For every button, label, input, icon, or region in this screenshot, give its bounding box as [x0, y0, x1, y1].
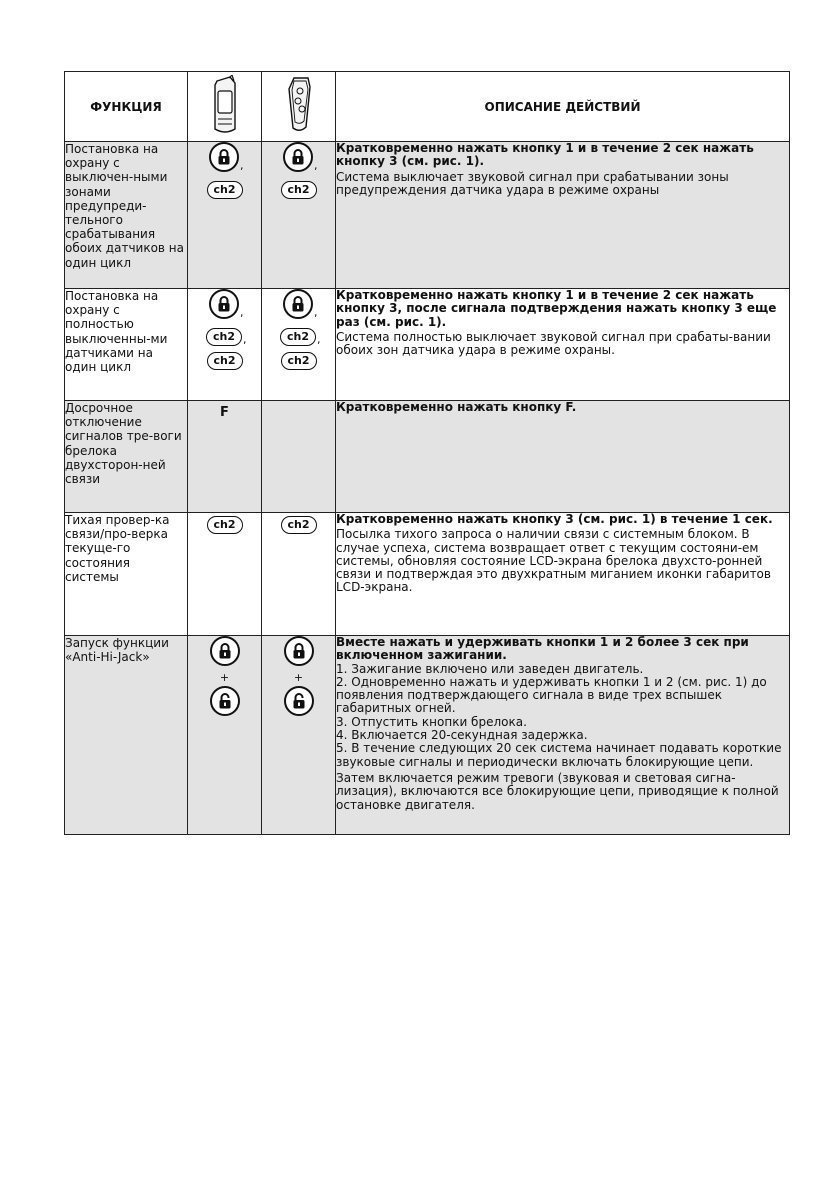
description-bold: Вместе нажать и удерживать кнопки 1 и 2 более 3 сек при включенном зажигании.	[336, 635, 749, 663]
fob2-buttons-cell: , ch2	[262, 142, 336, 289]
description-cell	[336, 142, 790, 289]
description-column-header: ОПИСАНИЕ ДЕЙСТВИЙ	[336, 72, 790, 142]
fob1-buttons-cell: , ch2 , ch2	[188, 289, 262, 401]
table-header	[65, 72, 790, 142]
unlock-button-icon	[284, 686, 314, 716]
fob1-column-header	[188, 72, 262, 142]
ch2-button-icon: ch2	[281, 181, 317, 199]
description-text: Система выключает звуковой сигнал при срабатывании зоны предупреждения датчика удара в режиме охраны	[336, 169, 729, 197]
description-text: Посылка тихого запроса о наличии связи с системным блоком. В случае успеха, система возвращает ответ с текущим состояни-ем системы, обновляя состояние LCD-экрана брелока двухсто-ронней связи и подтверждая это двухкратным миганием иконки габаритов LCD-экрана.	[336, 527, 771, 595]
ch2-button-icon: ch2	[281, 516, 317, 534]
functions-table	[64, 71, 790, 835]
fob1-buttons-cell	[188, 401, 262, 513]
fob1-buttons-cell: , ch2	[188, 142, 262, 289]
unlock-button-icon	[210, 686, 240, 716]
lock-button-icon	[209, 142, 239, 172]
list-item: 5. В течение следующих 20 сек система начинает подавать короткие звуковые сигналы и периодически включать блокирующие цепи.	[336, 741, 782, 769]
description-cell	[336, 513, 790, 636]
description-cell	[336, 289, 790, 401]
fob2-buttons-cell	[262, 636, 336, 835]
fob2-buttons-cell: , ch2 , ch2	[262, 289, 336, 401]
description-text: Затем включается режим тревоги (звуковая и световая сигна-лизация), включаются все блокирующие цепи, приводящие к полной остановке двигателя.	[336, 770, 779, 812]
fob1-buttons-cell	[188, 636, 262, 835]
table-row	[65, 636, 790, 835]
description-text: Система полностью выключает звуковой сигнал при срабаты-вании обоих зон датчика удара в режиме охраны.	[336, 329, 771, 358]
ch2-button-icon: ch2	[280, 328, 316, 346]
ch2-button-icon: ch2	[207, 516, 243, 534]
fob2-column-header	[262, 72, 336, 142]
function-column-header: ФУНКЦИЯ	[65, 72, 188, 142]
lock-button-icon	[209, 289, 239, 319]
list-item: 3. Отпустить кнопки брелока.	[336, 714, 527, 729]
step-list	[336, 663, 789, 769]
description-cell	[336, 401, 790, 513]
two-way-remote-fob-icon	[208, 75, 242, 135]
description-bold: Кратковременно нажать кнопку 1 и в течение 2 сек нажать кнопку 3, после сигнала подтверждения нажать кнопку 3 еще раз (см. рис. 1).	[336, 288, 777, 329]
description-bold: Кратковременно нажать кнопку 1 и в течение 2 сек нажать кнопку 3 (см. рис. 1).	[336, 141, 754, 169]
lock-button-icon	[283, 142, 313, 172]
ch2-button-icon: ch2	[206, 328, 242, 346]
description-bold: Кратковременно нажать кнопку 3 (см. рис. 1) в течение 1 сек.	[336, 512, 773, 526]
fob1-buttons-cell	[188, 513, 262, 636]
table-row	[65, 289, 790, 401]
list-item: 2. Одновременно нажать и удерживать кнопки 1 и 2 (см. рис. 1) до появления подтверждающего сигнала в виде трех вспышек габаритных огней.	[336, 674, 767, 716]
function-cell: Постановка на охрану с выключен-ными зонами предупреди-тельного срабатывания обоих датчиков на один цикл	[65, 142, 188, 289]
table-row	[65, 513, 790, 636]
lock-button-icon	[284, 636, 314, 666]
fob2-buttons-cell	[262, 401, 336, 513]
description-bold: Кратковременно нажать кнопку F.	[336, 400, 577, 414]
table-row	[65, 401, 790, 513]
one-way-remote-fob-icon	[282, 75, 316, 135]
list-item: 1. Зажигание включено или заведен двигатель.	[336, 661, 644, 676]
list-item: 4. Включается 20-секундная задержка.	[336, 728, 588, 743]
lock-button-icon	[210, 636, 240, 666]
function-cell: Запуск функции «Anti-Hi-Jack»	[65, 636, 188, 835]
ch2-button-icon: ch2	[207, 352, 243, 370]
plus-sign: +	[293, 671, 304, 684]
function-cell: Досрочное отключение сигналов тре-воги брелока двухсторон-ней связи	[65, 401, 188, 513]
lock-button-icon	[283, 289, 313, 319]
description-cell	[336, 636, 790, 835]
plus-sign: +	[219, 671, 230, 684]
table-row	[65, 142, 790, 289]
function-cell: Тихая провер-ка связи/про-верка текуще-го состояния системы	[65, 513, 188, 636]
ch2-button-icon: ch2	[281, 352, 317, 370]
function-cell: Постановка на охрану с полностью выключенны-ми датчиками на один цикл	[65, 289, 188, 401]
f-button-label: F	[220, 405, 229, 420]
fob2-buttons-cell	[262, 513, 336, 636]
ch2-button-icon: ch2	[207, 181, 243, 199]
